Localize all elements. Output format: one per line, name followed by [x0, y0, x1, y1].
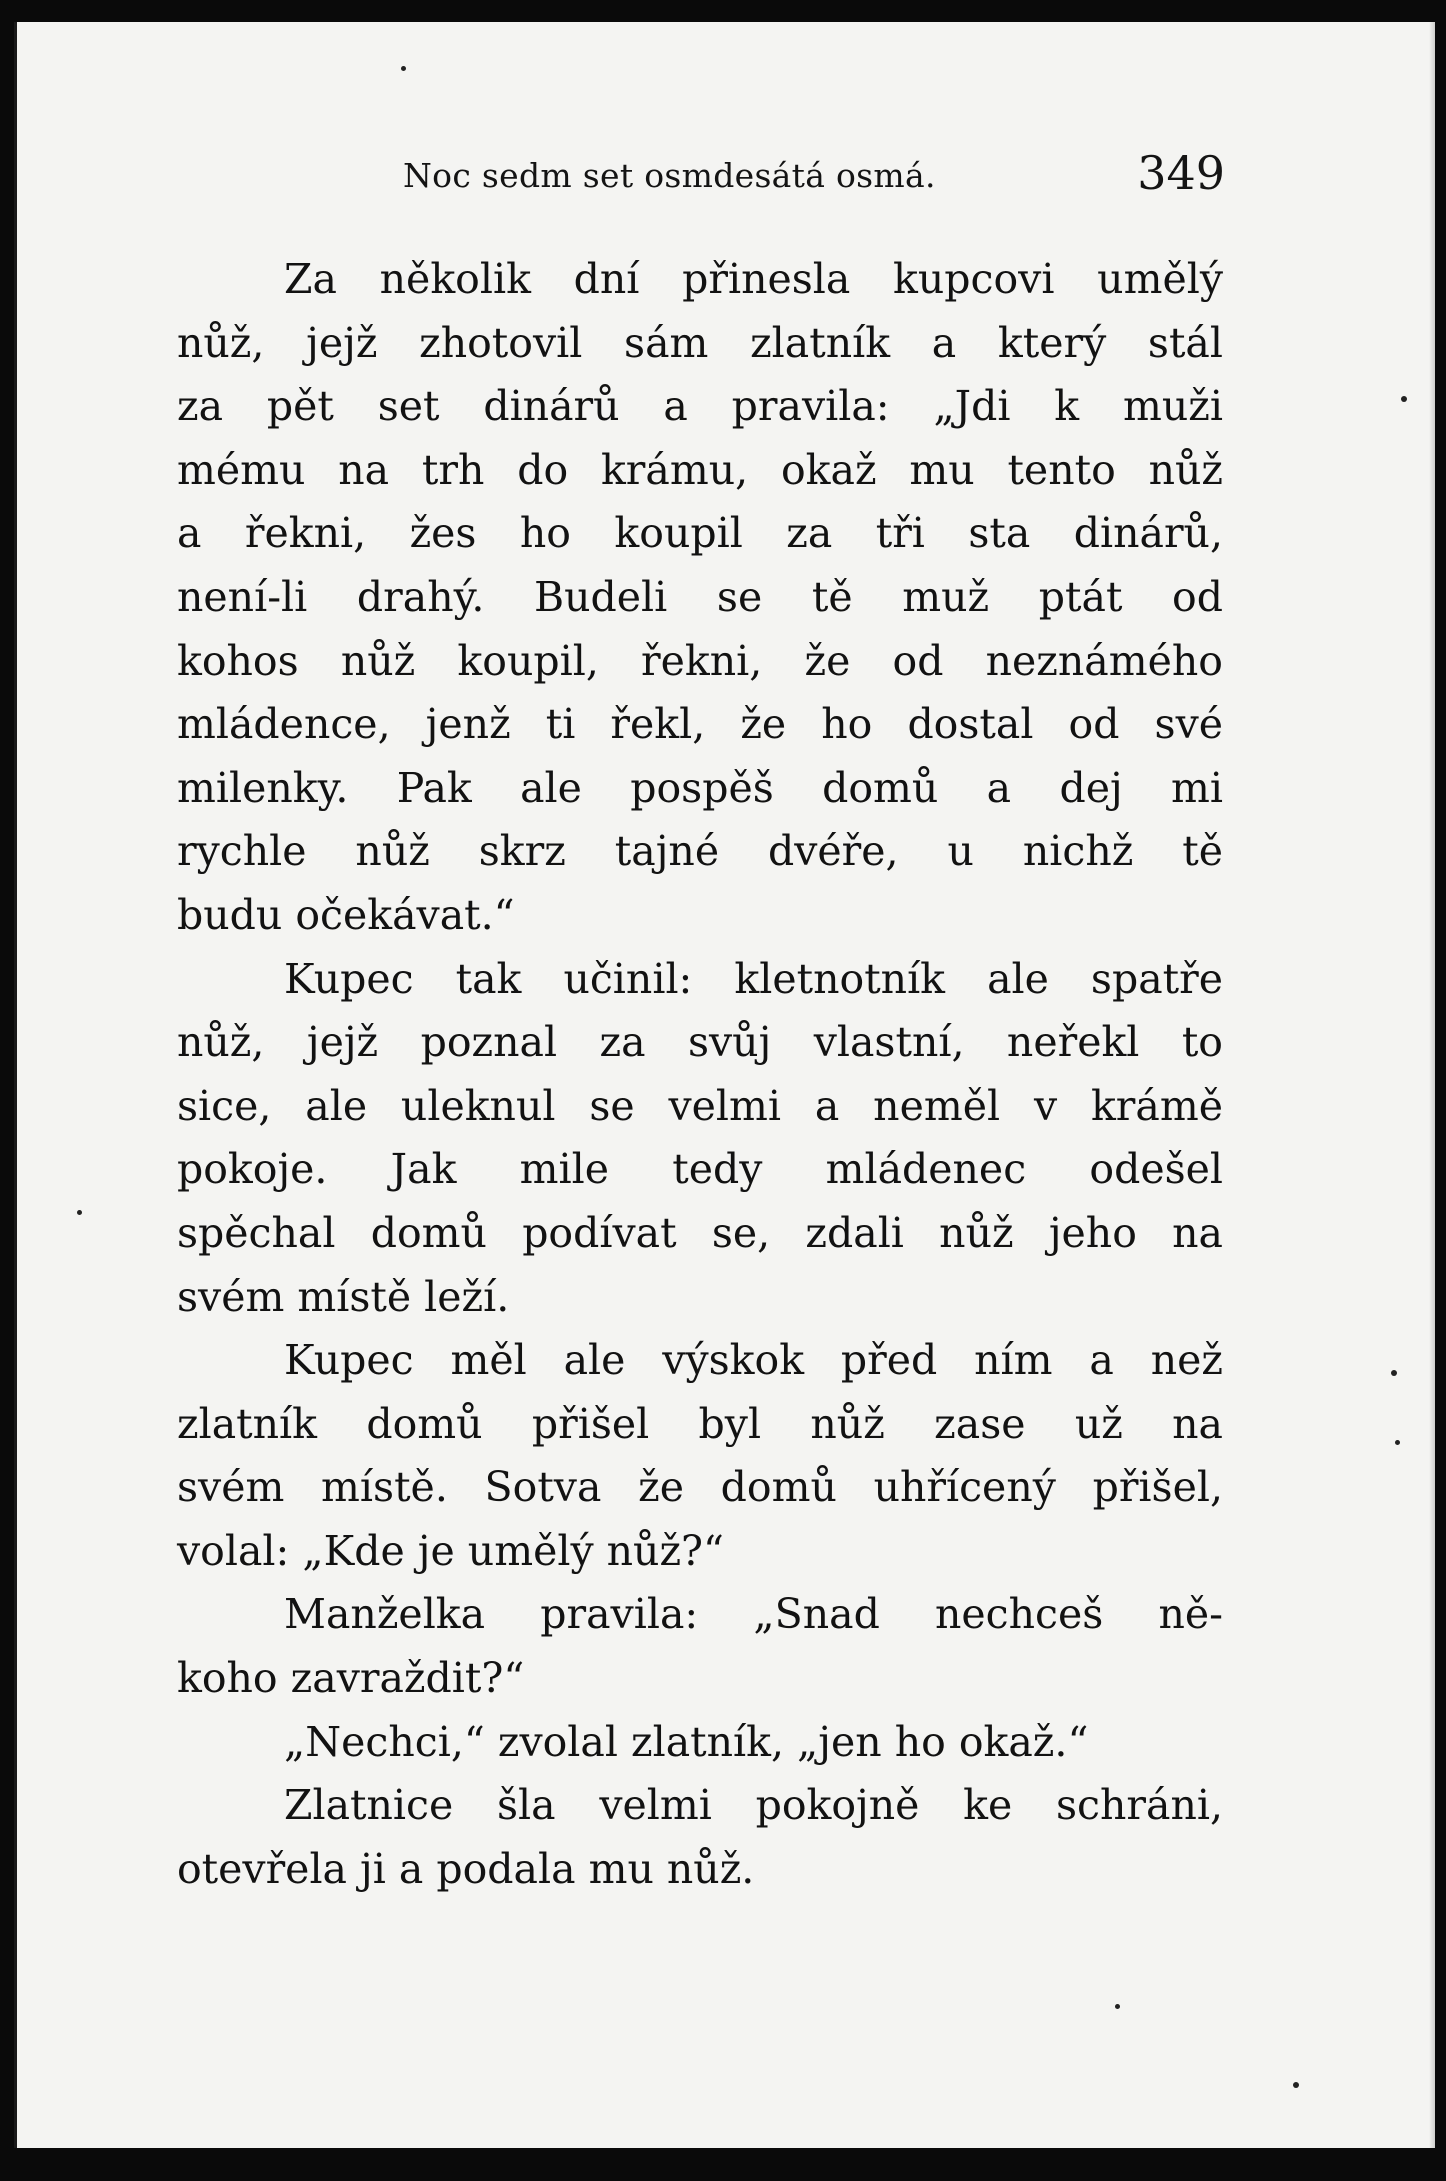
page-header	[403, 146, 1225, 206]
scan-speck	[1401, 396, 1407, 402]
text-line: budu očekávat.“	[177, 890, 515, 939]
page-edge-shadow	[1429, 22, 1435, 2148]
text-line: nůž, jejž poznal za svůj vlastní, neřekl to	[177, 1018, 1223, 1067]
body-text	[177, 248, 1223, 1901]
text-line: Manželka pravila: „Snad nechceš ně-	[284, 1590, 1223, 1639]
text-line: Kupec měl ale výskok před ním a než	[284, 1336, 1223, 1385]
scan-speck	[401, 66, 406, 71]
text-line: rychle nůž skrz tajné dvéře, u nichž tě	[177, 827, 1223, 876]
text-line: „Nechci,“ zvolal zlatník, „jen ho okaž.“	[284, 1717, 1089, 1766]
text-line: zlatník domů přišel byl nůž zase už na	[177, 1399, 1223, 1448]
text-line: není-li drahý. Budeli se tě muž ptát od	[177, 572, 1223, 621]
text-line: otevřela ji a podala mu nůž.	[177, 1844, 755, 1893]
page-number: 349	[1137, 146, 1225, 200]
scan-speck	[1391, 1370, 1397, 1376]
text-line: za pět set dinárů a pravila: „Jdi k muži	[177, 382, 1223, 431]
text-line: mému na trh do krámu, okaž mu tento nůž	[177, 445, 1223, 494]
scan-speck	[1395, 1440, 1400, 1445]
book-page	[14, 22, 1435, 2148]
text-line: sice, ale uleknul se velmi a neměl v krámě	[177, 1081, 1223, 1130]
text-line: Kupec tak učinil: kletnotník ale spatře	[284, 954, 1223, 1003]
text-line: nůž, jejž zhotovil sám zlatník a který stál	[177, 318, 1223, 367]
text-line: pokoje. Jak mile tedy mládenec odešel	[177, 1145, 1223, 1194]
scan-speck	[1293, 2082, 1299, 2088]
text-line: a řekni, žes ho koupil za tři sta dinárů,	[177, 509, 1223, 558]
text-line: koho zavraždit?“	[177, 1654, 525, 1703]
text-line: spěchal domů podívat se, zdali nůž jeho na	[177, 1208, 1223, 1257]
text-line: milenky. Pak ale pospěš domů a dej mi	[177, 763, 1223, 812]
text-line: kohos nůž koupil, řekni, že od neznámého	[177, 636, 1223, 685]
running-title: Noc sedm set osmdesátá osmá.	[403, 156, 936, 195]
text-line: Zlatnice šla velmi pokojně ke schráni,	[284, 1781, 1223, 1830]
text-line: volal: „Kde je umělý nůž?“	[177, 1526, 724, 1575]
text-line: svém místě. Sotva že domů uhřícený přišel,	[177, 1463, 1223, 1512]
scan-speck	[1115, 2004, 1120, 2009]
text-line: svém místě leží.	[177, 1272, 510, 1321]
scan-speck	[77, 1210, 82, 1215]
text-line: mládence, jenž ti řekl, že ho dostal od své	[177, 700, 1223, 749]
text-line: Za několik dní přinesla kupcovi umělý	[284, 255, 1223, 303]
